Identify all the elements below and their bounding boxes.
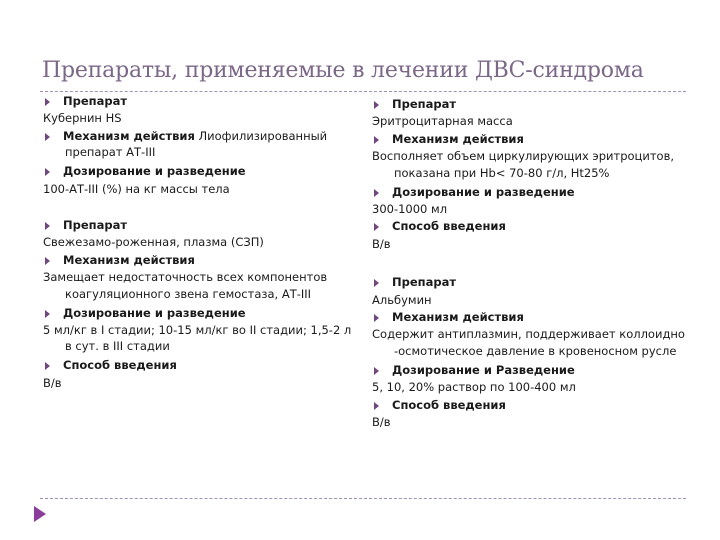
- bullet-dosage-label: Дозирование и разведение: [372, 184, 690, 201]
- bullet-mechanism: [43, 128, 353, 145]
- bullet-dosage-label: Дозирование и Разведение: [372, 362, 690, 379]
- route-text: В/в: [43, 375, 62, 390]
- dosage-text: 300-1000 мл: [372, 202, 448, 217]
- bullet-route-label: Способ введения: [43, 357, 353, 374]
- bullet-dosage-label: Дозирование и разведение: [43, 163, 353, 180]
- bullet-mechanism-label: Механизм действия: [372, 131, 690, 148]
- title-divider: [40, 91, 686, 92]
- mechanism-text-cont: препарат АТ-III: [65, 145, 156, 160]
- footer-divider: [40, 498, 686, 499]
- mechanism-text: Замещает недостаточность всех компонентов: [43, 270, 328, 285]
- mechanism-text: Восполняет объем циркулирующих эритроцитов,: [372, 149, 674, 164]
- next-slide-arrow-icon[interactable]: [34, 506, 46, 522]
- bullet-mechanism-label: Механизм действия: [43, 252, 353, 269]
- bullet-drug-label: Препарат: [43, 217, 353, 234]
- drug-name: Альбумин: [372, 292, 432, 307]
- bullet-drug-label: Препарат: [372, 96, 690, 113]
- mechanism-text-cont: -осмотическое давление в кровеносном русле: [394, 343, 677, 358]
- dosage-text: 5 мл/кг в I стадии; 10-15 мл/кг во II стадии; 1,5-2 л: [43, 323, 352, 338]
- drug-name: Эритроцитарная масса: [372, 114, 513, 129]
- bullet-route-label: Способ введения: [372, 218, 690, 235]
- drug-name: Свежезамо-роженная, плазма (СЗП): [43, 235, 264, 250]
- mechanism-text-cont: показана при Hb< 70-80 г/л, Ht25%: [394, 165, 610, 180]
- bullet-mechanism-label: Механизм действия: [372, 309, 690, 326]
- dosage-text: 5, 10, 20% раствор по 100-400 мл: [372, 380, 576, 395]
- mechanism-label: Механизм действия: [63, 128, 195, 143]
- mechanism-text-cont: коагуляционного звена гемостаза, АТ-III: [65, 286, 312, 301]
- bullet-drug-label: Препарат: [372, 274, 690, 291]
- mechanism-text: Лиофилизированный: [194, 128, 328, 143]
- route-text: В/в: [372, 236, 391, 251]
- mechanism-text: Содержит антиплазмин, поддерживает коллоидно: [372, 327, 685, 342]
- right-column: [372, 96, 690, 432]
- drug-name: Кубернин HS: [43, 111, 122, 126]
- left-column: [43, 93, 353, 392]
- bullet-dosage-label: Дозирование и разведение: [43, 305, 353, 322]
- bullet-drug-label: Препарат: [43, 93, 353, 110]
- route-text: В/в: [372, 415, 391, 430]
- slide-title: Препараты, применяемые в лечении ДВС-синдрома: [42, 58, 644, 83]
- dosage-text: 100-АТ-III (%) на кг массы тела: [43, 181, 230, 196]
- bullet-route-label: Способ введения: [372, 397, 690, 414]
- dosage-text-cont: в сут. в III стадии: [65, 339, 170, 354]
